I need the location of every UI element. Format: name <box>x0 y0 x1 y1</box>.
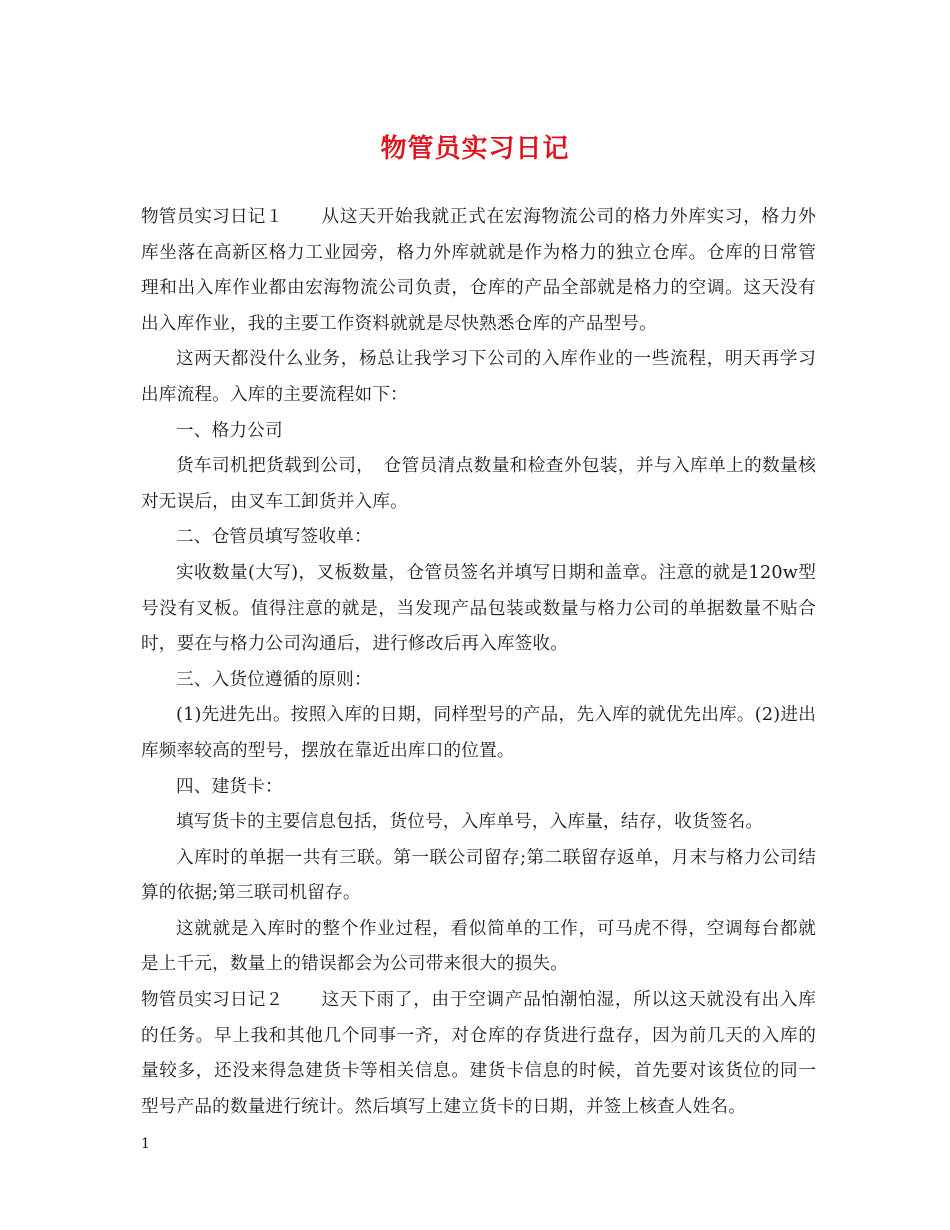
document-title: 物管员实习日记 <box>380 134 570 164</box>
page-number: 1 <box>141 1136 150 1152</box>
entry-1-label: 物管员实习日记１ <box>141 207 284 227</box>
paragraph-6: 填写货卡的主要信息包括，货位号，入库单号，入库量，结存，收货签名。 <box>176 812 764 833</box>
document-body <box>141 200 816 1125</box>
heading-4: 四、建货卡： <box>176 776 283 797</box>
heading-3: 三、入货位遵循的原则： <box>176 669 372 690</box>
heading-2: 二、仓管员填写签收单： <box>176 527 372 548</box>
entry-1-text: 从这天开始我就正式在宏海物流公司的格力外库实习，格力外库坐落在高新区格力工业园旁，格力外库就就是作为格力的独立仓库。仓库的日常管理和出入库作业都由宏海物流公司负责，仓库的产品全部就是格力的空调。这天没有出入库作业，我的主要工作资料就就是尽快熟悉仓库的产品型号。 <box>141 207 816 334</box>
paragraph-8: 这就就是入库时的整个作业过程，看似简单的工作，可马虎不得，空调每台都就是上千元，数量上的错误都会为公司带来很大的损失。 <box>141 918 816 975</box>
paragraph-7: 入库时的单据一共有三联。第一联公司留存;第二联留存返单，月末与格力公司结算的依据;第三联司机留存。 <box>141 847 816 904</box>
entry-2-paragraph <box>141 983 816 1125</box>
paragraph-2: 这两天都没什么业务，杨总让我学习下公司的入库作业的一些流程，明天再学习出库流程。入库的主要流程如下： <box>141 349 816 405</box>
entry-1-paragraph <box>141 200 816 342</box>
heading-1: 一、格力公司 <box>176 420 283 441</box>
entry-2-text: 这天下雨了，由于空调产品怕潮怕湿，所以这天就没有出入库的任务。早上我和其他几个同事一齐，对仓库的存货进行盘存，因为前几天的入库的量较多，还没来得急建货卡等相关信息。建货卡信息的时候，首先要对该货位的同一型号产品的数量进行统计。然后填写上建立货卡的日期，并签上核查人姓名。 <box>141 990 816 1117</box>
paragraph-3: 货车司机把货载到公司， 仓管员清点数量和检查外包装，并与入库单上的数量核对无误后，由叉车工卸货并入库。 <box>141 456 816 512</box>
entry-2-label: 物管员实习日记２ <box>141 990 284 1011</box>
paragraph-5: (1)先进先出。按照入库的日期，同样型号的产品，先入库的就优先出库。(2)进出库频率较高的型号，摆放在靠近出库口的位置。 <box>141 705 816 761</box>
paragraph-4: 实收数量(大写)，叉板数量，仓管员签名并填写日期和盖章。注意的就是120w型号没有叉板。值得注意的就是，当发现产品包装或数量与格力公司的单据数量不贴合时，要在与格力公司沟通后，进行修改后再入库签收。 <box>141 562 816 655</box>
